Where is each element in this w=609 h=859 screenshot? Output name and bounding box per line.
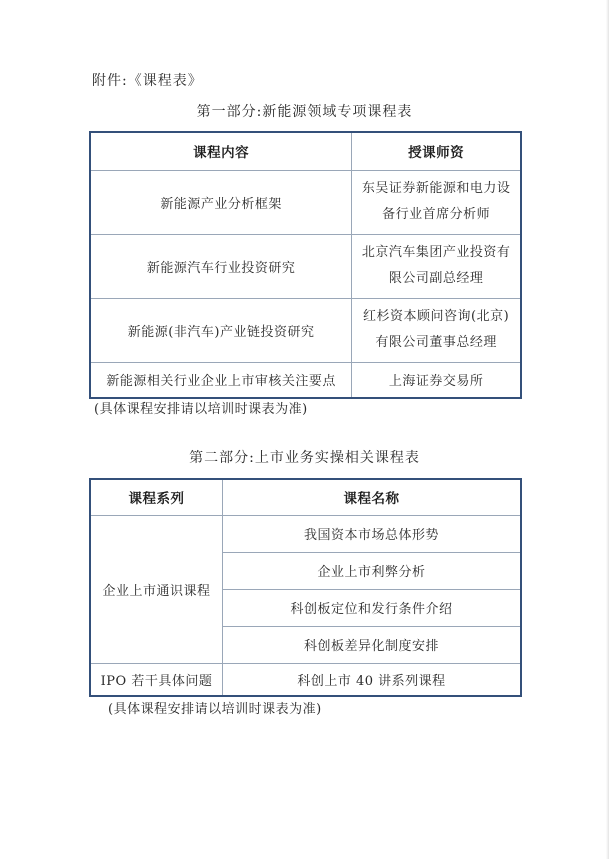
- header-teacher: 授课师资: [352, 132, 521, 170]
- series-cell: IPO 若干具体问题: [90, 663, 222, 696]
- course-cell: 新能源(非汽车)产业链投资研究: [90, 298, 352, 362]
- teacher-cell: 上海证券交易所: [352, 362, 521, 398]
- part1-course-table: [89, 131, 522, 399]
- header-course-series: 课程系列: [90, 479, 222, 515]
- teacher-line: 备行业首席分析师: [382, 207, 491, 222]
- teacher-line: 有限公司董事总经理: [375, 335, 497, 350]
- attachment-label: 附件:《课程表》: [92, 73, 203, 89]
- part2-title: 第二部分:上市业务实操相关课程表: [189, 450, 420, 466]
- teacher-line: 红杉资本顾问咨询(北京): [363, 309, 510, 324]
- course-cell: 新能源产业分析框架: [90, 170, 352, 234]
- series-cell: 企业上市通识课程: [90, 515, 222, 663]
- course-cell: 新能源相关行业企业上市审核关注要点: [90, 362, 352, 398]
- table-row: [90, 663, 521, 696]
- teacher-cell: [352, 234, 521, 298]
- part1-title: 第一部分:新能源领域专项课程表: [196, 104, 413, 120]
- teacher-line: 限公司副总经理: [388, 271, 484, 286]
- table-row: [90, 298, 521, 362]
- table-row: [90, 515, 521, 552]
- part2-course-table: [89, 478, 522, 697]
- teacher-line: 北京汽车集团产业投资有: [361, 245, 511, 260]
- teacher-cell: [352, 298, 521, 362]
- course-name-cell: 科创板定位和发行条件介绍: [222, 589, 521, 626]
- course-name-cell: 企业上市利弊分析: [222, 552, 521, 589]
- table-header-row: [90, 479, 521, 515]
- teacher-line: 东吴证券新能源和电力设: [361, 181, 511, 196]
- schedule-note: (具体课程安排请以培训时课表为准): [94, 402, 308, 417]
- course-name-cell: 科创上市 40 讲系列课程: [222, 663, 521, 696]
- table-row: [90, 234, 521, 298]
- teacher-cell: [352, 170, 521, 234]
- table-header-row: [90, 132, 521, 170]
- header-course-content: 课程内容: [90, 132, 352, 170]
- course-name-cell: 科创板差异化制度安排: [222, 626, 521, 663]
- course-name-cell: 我国资本市场总体形势: [222, 515, 521, 552]
- table-row: [90, 170, 521, 234]
- header-course-name: 课程名称: [222, 479, 521, 515]
- table-row: [90, 362, 521, 398]
- schedule-note: (具体课程安排请以培训时课表为准): [108, 702, 322, 717]
- course-cell: 新能源汽车行业投资研究: [90, 234, 352, 298]
